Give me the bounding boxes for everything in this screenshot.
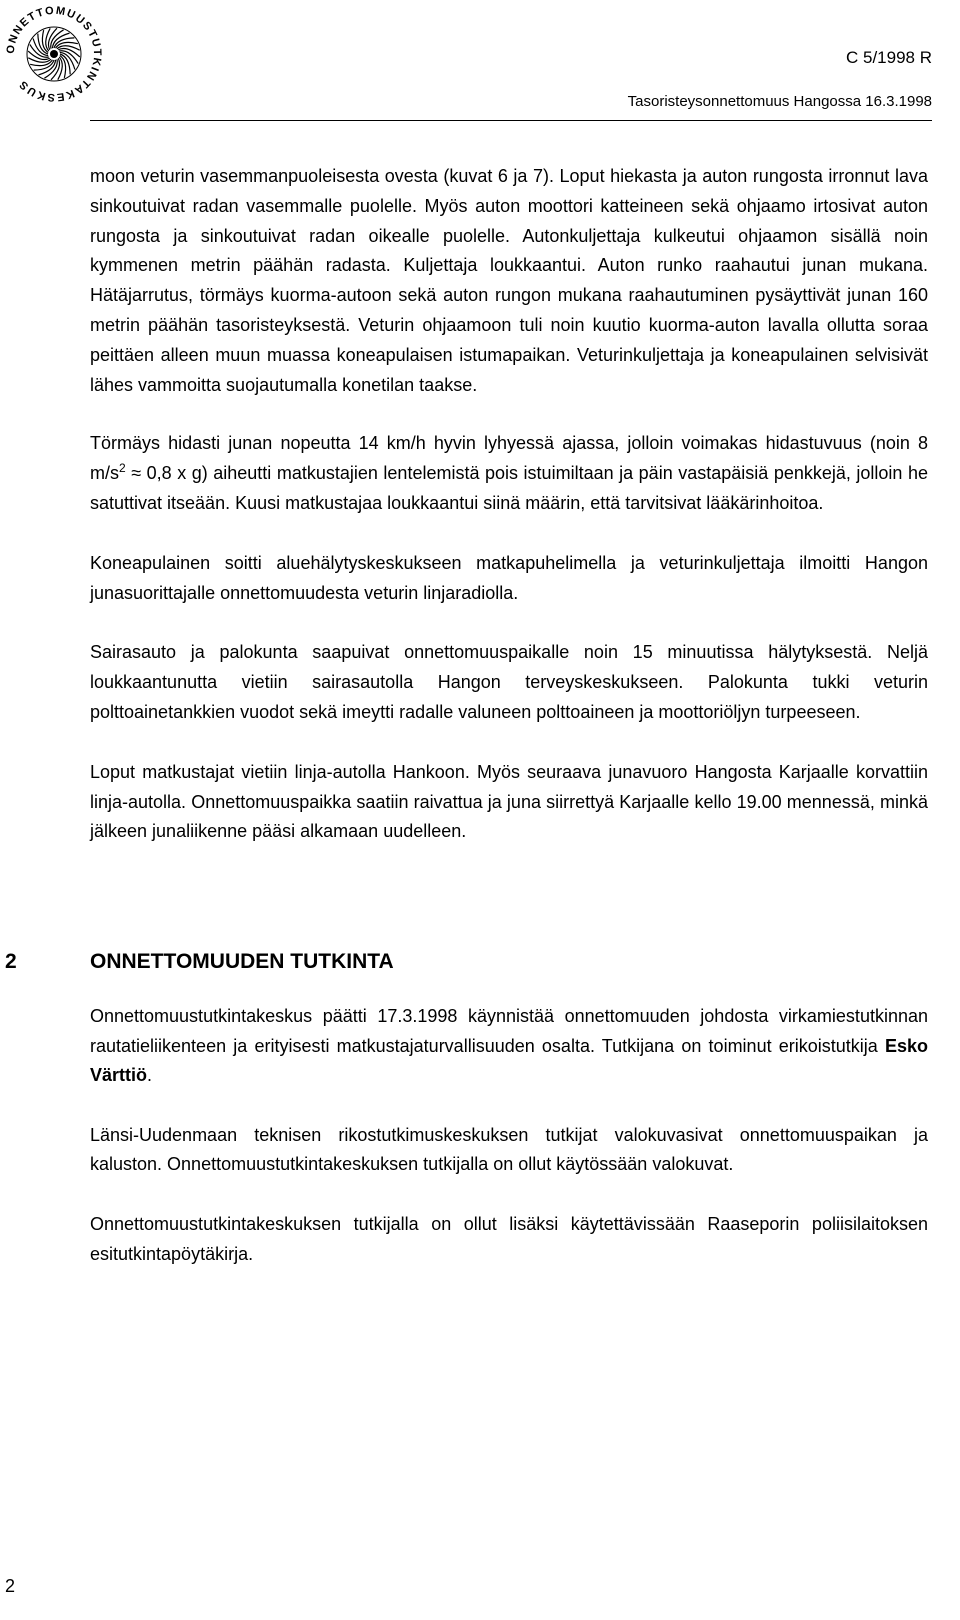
body-text <box>90 162 928 877</box>
section-heading <box>0 950 960 980</box>
paragraph: Onnettomuustutkintakeskus päätti 17.3.1998 käynnistää onnettomuuden johdosta virkamiestutkinnan rautatieliikenteen ja erityisesti matkustajaturvallisuuden osalta. Tutkijana on toiminut erikoistutkija Esko Värttiö. <box>90 1006 928 1086</box>
page-number: 2 <box>5 1576 16 1596</box>
paragraph: Koneapulainen soitti aluehälytyskeskukseen matkapuhelimella ja veturinkuljettaja ilmoitti Hangon junasuorittajalle onnettomuudesta veturin linjaradiolla. <box>90 552 928 603</box>
section-text <box>90 1002 928 1299</box>
section-number: 2 <box>5 950 17 973</box>
investigator-name: Esko Värttiö <box>90 1035 928 1086</box>
paragraph: moon veturin vasemmanpuoleisesta ovesta (kuvat 6 ja 7). Loput hiekasta ja auton rungosta irronnut lava sinkoutuivat radan vasemmalle puolelle. Myös auton moottori katteineen sekä ohjaamo irtosivat auton rungosta ja sinkoutuivat radan oikealle puolelle. Autonkuljettaja kulkeutui ohjaamon sisällä noin kymmenen metrin päähän radasta. Kuljettaja loukkaantui. Auton runko raahautui junan mukana. Hätäjarrutus, törmäys kuorma-autoon sekä auton rungon mukana raahautuminen pysäyttivät junan 160 metrin päähän tasoristeyksestä. Veturin ohjaamoon tuli noin kuutio kuorma-auton lavalla ollutta soraa peittäen alleen muun muassa koneapulaisen istumapaikan. Veturinkuljettaja ja koneapulainen selvisivät lähes vammoitta suojautumalla konetilan taakse. <box>90 166 928 395</box>
superscript: 2 <box>119 461 126 476</box>
header-divider <box>90 120 932 121</box>
logo-ring-text: ONNETTOMUUSTUTKINTAKESKUS <box>4 4 104 104</box>
document-subtitle: Tasoristeysonnettomuus Hangossa 16.3.1998 <box>627 93 932 110</box>
paragraph: Törmäys hidasti junan nopeutta 14 km/h hyvin lyhyessä ajassa, jolloin voimakas hidastuvuus (noin 8 $m/s^2 \approx 0,8$ x g) aiheutti matkustajien lentelemistä pois istuimiltaan ja päin vastapäisiä penkkejä, jolloin he satuttivat itseään. Kuusi matkustajaa loukkaantui siinä määrin, että tarvitsivat lääkärinhoitoa. <box>90 433 928 513</box>
paragraph: Sairasauto ja palokunta saapuivat onnettomuuspaikalle noin 15 minuutissa hälytyksestä. Neljä loukkaantunutta vietiin sairasautolla Hangon terveyskeskukseen. Palokunta tukki veturin polttoainetankkien vuodot sekä imeytti radalle valuneen polttoaineen ja moottoriöljyn turpeeseen. <box>90 642 928 722</box>
paragraph: Länsi-Uudenmaan teknisen rikostutkimuskeskuksen tutkijat valokuvasivat onnettomuuspaikan ja kaluston. Onnettomuustutkintakeskuksen tutkijalla on ollut käytössään valokuvat. <box>90 1124 928 1175</box>
document-id: C 5/1998 R <box>846 48 932 67</box>
paragraph: Onnettomuustutkintakeskuksen tutkijalla on ollut lisäksi käytettävissään Raaseporin poliisilaitoksen esitutkintapöytäkirja. <box>90 1213 928 1264</box>
organization-logo <box>4 4 104 104</box>
paragraph: Loput matkustajat vietiin linja-autolla Hankoon. Myös seuraava junavuoro Hangosta Karjaalle korvattiin linja-autolla. Onnettomuuspaikka saatiin raivattua ja juna siirrettyä Karjaalle kello 19.00 mennessä, minkä jälkeen junaliikenne pääsi alkamaan uudelleen. <box>90 761 928 842</box>
section-title: ONNETTOMUUDEN TUTKINTA <box>90 950 394 973</box>
